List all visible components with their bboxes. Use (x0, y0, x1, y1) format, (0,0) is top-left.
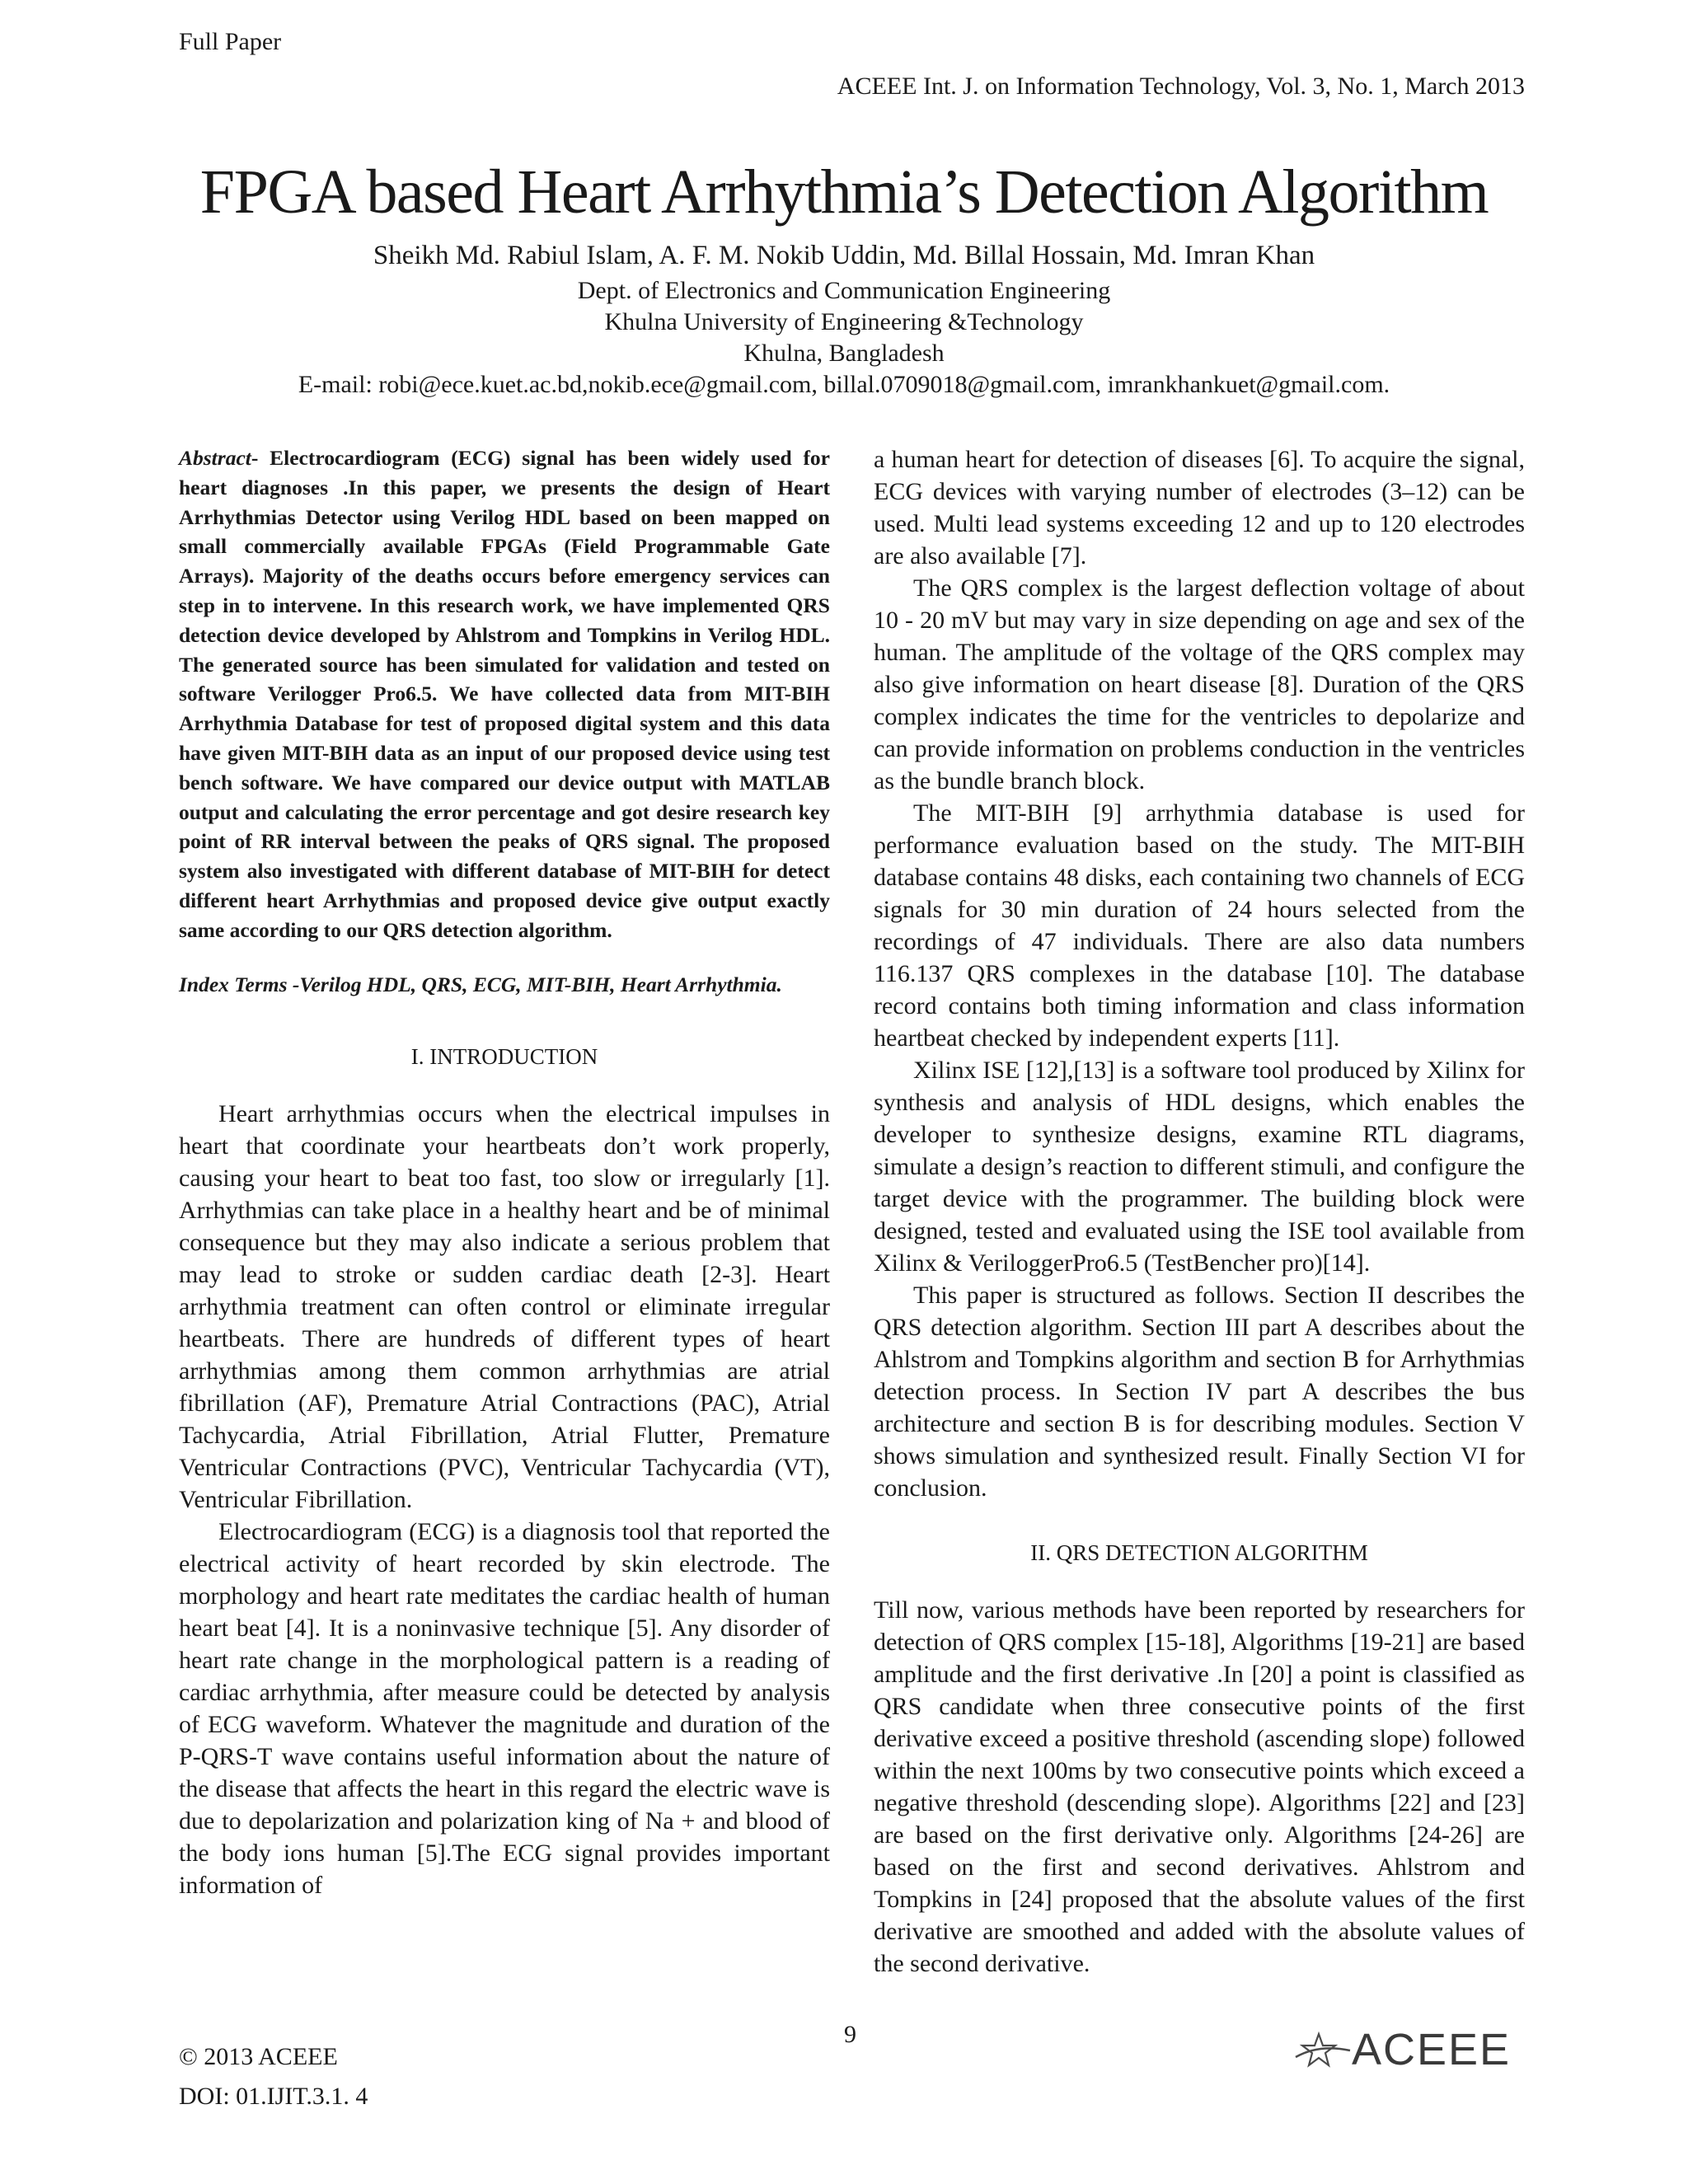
intro-paragraph-7: This paper is structured as follows. Section II describes the QRS detection algorithm. Section III part A describes about the Ahlstrom and Tompkins algorithm and section B for Arrhythmias detection process. In Section IV part A describes the bus architecture and section B is for describing modules. Section V shows simulation and synthesized result. Finally Section VI for conclusion. (874, 1282, 1525, 1502)
copyright: © 2013 ACEEE (179, 2043, 338, 2070)
logo-text: ACEEE (1352, 2025, 1512, 2074)
intro-paragraph-2: Electrocardiogram (ECG) is a diagnosis tool that reported the electrical activity of heart recorded by skin electrode. The morphology and heart rate meditates the cardiac health of human heart beat [4]. It is a noninvasive technique [5]. Any disorder of heart rate change in the morphological pattern is a reading of cardiac arrhythmia, after measure could be detected by analysis of ECG waveform. Whatever the magnitude and duration of the P-QRS-T wave contains useful information about the nature of the disease that affects the heart in this regard the electric wave is due to depolarization and polarization king of Na + and blood of the body ions human [5].The ECG signal provides important information of (179, 1517, 830, 1899)
intro-paragraph-5: The MIT-BIH [9] arrhythmia database is used for performance evaluation based on the study. The MIT-BIH database contains 48 disks, each containing two channels of ECG signals for 30 min duration of 24 hours selected from the recordings of 47 individuals. There are also data numbers 116.137 QRS complexes in the database [10]. The database record contains both timing information and class information heartbeat checked by independent experts [11]. (874, 799, 1525, 1052)
journal-citation: ACEEE Int. J. on Information Technology, Vol. 3, No. 1, March 2013 (837, 73, 1525, 100)
footer-left (179, 2037, 368, 2116)
header-label: Full Paper (179, 28, 282, 55)
aceee-logo (1294, 2025, 1512, 2074)
affiliation-location: Khulna, Bangladesh (743, 340, 945, 367)
paper-authors: Sheikh Md. Rabiul Islam, A. F. M. Nokib Uddin, Md. Billal Hossain, Md. Imran Khan (373, 241, 1315, 270)
paper-title: FPGA based Heart Arrhythmia’s Detection Algorithm (199, 157, 1489, 227)
section-heading-qrs-detection: II. QRS DETECTION ALGORITHM (1030, 1540, 1368, 1565)
index-terms-lead: Index Terms (179, 972, 288, 996)
abstract-text: - Electrocardiogram (ECG) signal has been widely used for heart diagnoses .In this paper, we presents the design of Heart Arrhythmias Detector using Verilog HDL based on been mapped on small commercially available FPGAs (Field Programmable Gate Arrays). Majority of the deaths occurs before emergency services can step in to intervene. In this research work, we have implemented QRS detection device developed by Ahlstrom and Tompkins in Verilog HDL. The generated source has been simulated for validation and tested on software Verilogger Pro6.5. We have collected data from MIT-BIH Arrhythmia Database for test of proposed digital system and this data have given MIT-BIH data as an input of our proposed device using test bench software. We have compared our device output with MATLAB output and calculating the error percentage and got desire research key point of RR interval between the peaks of QRS signal. The proposed system also investigated with different database of MIT-BIH for detect different heart Arrhythmias and proposed device give output exactly same according to our QRS detection algorithm. (179, 446, 830, 942)
intro-paragraph-4: The QRS complex is the largest deflection voltage of about 10 - 20 mV but may vary in size depending on age and sex of the human. The amplitude of the voltage of the QRS complex may also give information on heart disease [8]. Duration of the QRS complex indicates the time for the ventricles to depolarize and can provide information on problems conduction in the ventricles as the bundle branch block. (874, 574, 1525, 794)
intro-paragraph-1: Heart arrhythmias occurs when the electrical impulses in heart that coordinate your heartbeats don’t work properly, causing your heart to beat too fast, too slow or irregularly [1]. Arrhythmias can take place in a healthy heart and be of minimal consequence but they may also indicate a serious problem that may lead to stroke or sudden cardiac death [2-3]. Heart arrhythmia treatment can often control or eliminate irregular heartbeats. There are hundreds of different types of heart arrhythmias among them common arrhythmias are atrial fibrillation (AF), Premature Atrial Contractions (PAC), Atrial Tachycardia, Atrial Fibrillation, Atrial Flutter, Premature Ventricular Contractions (PVC), Ventricular Tachycardia (VT), Ventricular Fibrillation. (179, 1099, 830, 1513)
doi: DOI: 01.IJIT.3.1. 4 (179, 2083, 368, 2110)
left-column (179, 443, 830, 1901)
abstract-lead: Abstract (179, 446, 251, 470)
intro-paragraph-3: a human heart for detection of diseases [6]. To acquire the signal, ECG devices with varying number of electrodes (3–12) can be used. Multi lead systems exceeding 12 and up to 120 electrodes are also available [7]. (874, 446, 1525, 569)
intro-paragraph-6: Xilinx ISE [12],[13] is a software tool produced by Xilinx for synthesis and analysis of HDL designs, which enables the developer to synthesize designs, examine RTL diagrams, simulate a design’s reaction to different stimuli, and configure the target device with the programmer. The building block were designed, tested and evaluated using the ISE tool available from Xilinx & VeriloggerPro6.5 (TestBencher pro)[14]. (874, 1057, 1525, 1277)
qrs-paragraph: Till now, various methods have been reported by researchers for detection of QRS complex [15-18], Algorithms [19-21] are based amplitude and the first derivative .In [20] a point is classified as QRS candidate when three consecutive points of the first derivative exceed a positive threshold (ascending slope) followed within the next 100ms by two consecutive points which exceed a negative threshold (descending slope). Algorithms [22] and [23] are based on the first derivative only. Algorithms [24-26] are based on the first and second derivatives. Ahlstrom and Tompkins in [24] proposed that the absolute values of the first derivative are smoothed and added with the absolute values of the second derivative. (874, 1596, 1525, 1977)
page-number: 9 (844, 2021, 856, 2048)
affiliation-department: Dept. of Electronics and Communication Engineering (577, 277, 1111, 304)
index-terms (179, 970, 830, 1000)
index-terms-text: -Verilog HDL, QRS, ECG, MIT-BIH, Heart Arrhythmia. (287, 972, 782, 996)
right-column (874, 443, 1525, 1980)
affiliation-emails: E-mail: robi@ece.kuet.ac.bd,nokib.ece@gmail.com, billal.0709018@gmail.com, imrankhankuet@gmail.com. (298, 371, 1390, 398)
star-swoosh-icon (1294, 2029, 1352, 2070)
affiliation-university: Khulna University of Engineering &Technology (604, 308, 1084, 335)
abstract (179, 443, 830, 945)
section-heading-introduction: I. INTRODUCTION (410, 1043, 598, 1069)
